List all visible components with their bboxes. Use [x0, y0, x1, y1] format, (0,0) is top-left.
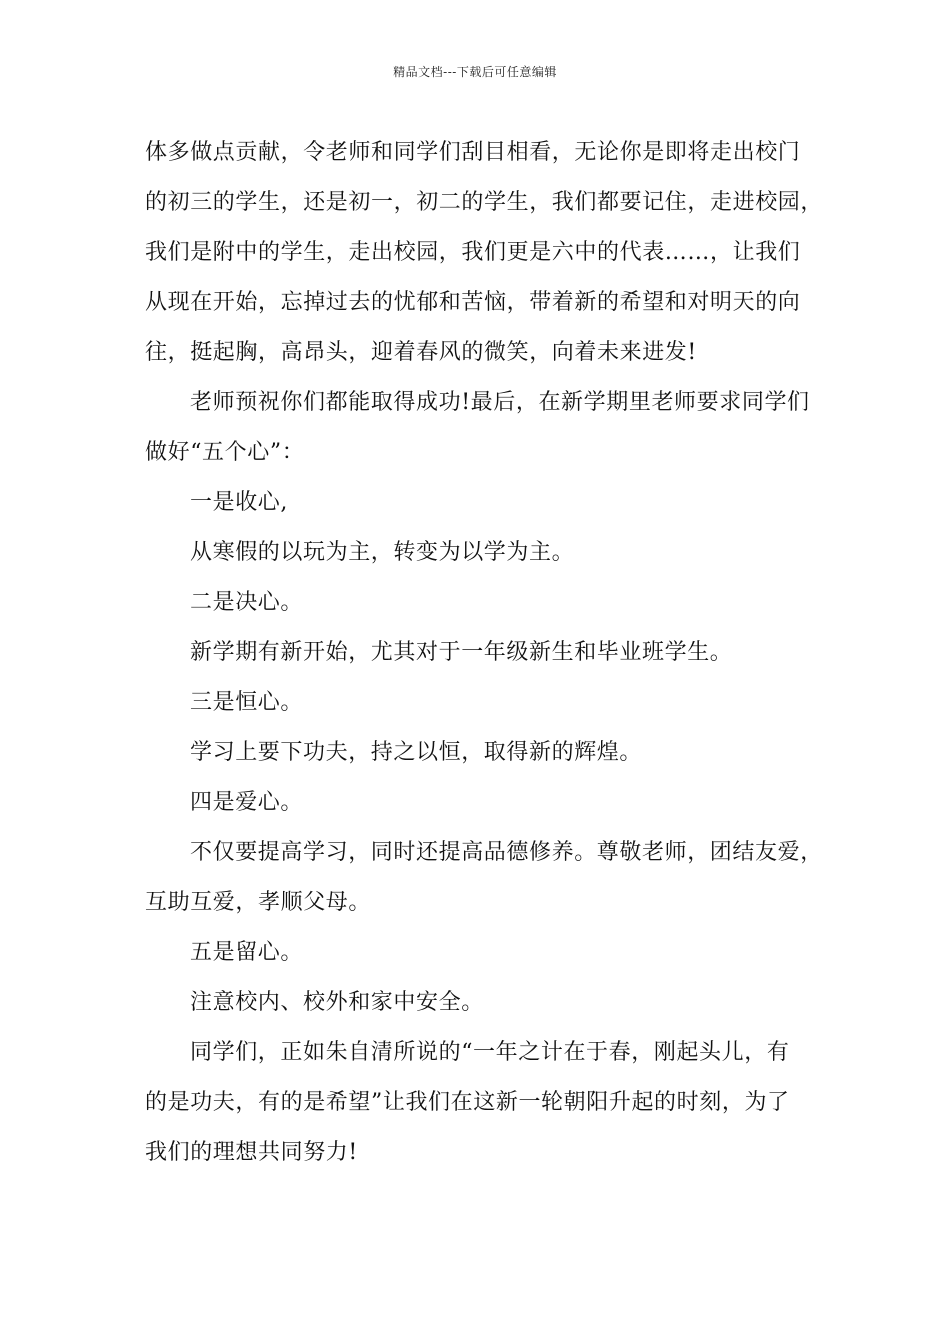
body-line: 同学们，正如朱自清所说的“一年之计在于春，刚起头儿，有 [190, 1040, 790, 1065]
page-header: 精品文档---下载后可任意编辑 [393, 65, 557, 79]
list-heading: 五是留心。 [190, 940, 304, 965]
body-line: 的是功夫，有的是希望”让我们在这新一轮朝阳升起的时刻，为了 [145, 1090, 790, 1115]
list-heading: 四是爱心。 [190, 790, 304, 815]
body-line: 做好“五个心”： [145, 440, 305, 465]
body-line: 不仅要提高学习，同时还提高品德修养。尊敬老师，团结友爱， [190, 840, 823, 865]
document-body [145, 128, 835, 1178]
body-line: 新学期有新开始，尤其对于一年级新生和毕业班学生。 [190, 640, 733, 665]
body-line: 从现在开始，忘掉过去的忧郁和苦恼，带着新的希望和对明天的向 [145, 290, 801, 315]
body-line: 的初三的学生，还是初一，初二的学生，我们都要记住，走进校园， [145, 190, 824, 215]
body-line: 学习上要下功夫，持之以恒，取得新的辉煌。 [190, 740, 643, 765]
body-line: 互助互爱，孝顺父母。 [145, 890, 372, 915]
body-line: 注意校内、校外和家中安全。 [190, 990, 484, 1015]
list-heading: 二是决心。 [190, 590, 304, 615]
body-line: 我们的理想共同努力! [145, 1140, 358, 1165]
body-line: 体多做点贡献，令老师和同学们刮目相看，无论你是即将走出校门 [145, 140, 801, 165]
list-heading: 一是收心, [190, 490, 288, 515]
body-line: 从寒假的以玩为主，转变为以学为主。 [190, 540, 575, 565]
list-heading: 三是恒心。 [190, 690, 304, 715]
body-line: 老师预祝你们都能取得成功!最后，在新学期里老师要求同学们 [190, 390, 810, 415]
body-line: 我们是附中的学生，走出校园，我们更是六中的代表……，让我们 [145, 240, 801, 265]
body-line: 往，挺起胸，高昂头，迎着春风的微笑，向着未来进发! [145, 340, 697, 365]
